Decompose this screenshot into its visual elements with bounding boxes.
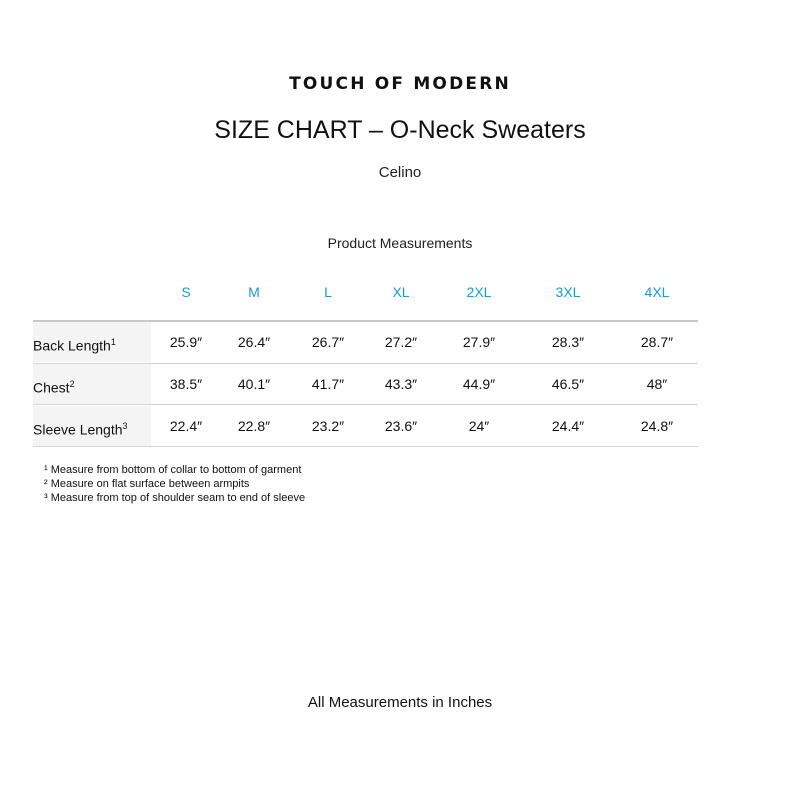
page-title: SIZE CHART – O-Neck Sweaters xyxy=(214,116,586,144)
size-header-3xl: 3XL xyxy=(555,284,581,300)
table-cell: 28.7″ xyxy=(640,334,674,350)
table-cell: 26.4″ xyxy=(237,334,271,350)
table-cell: 48″ xyxy=(646,376,668,392)
table-cell: 38.5″ xyxy=(169,376,203,392)
size-header-s: S xyxy=(181,284,191,300)
table-cell: 40.1″ xyxy=(237,376,271,392)
table-cell: 44.9″ xyxy=(462,376,496,392)
table-cell: 23.6″ xyxy=(384,418,418,434)
table-cell: 22.8″ xyxy=(237,418,271,434)
row-label-back-length: Back Length$^1$ xyxy=(33,322,151,362)
table-cell: 23.2″ xyxy=(311,418,345,434)
row-label-sleeve-length: Sleeve Length$^3$ xyxy=(33,406,151,446)
table-row-rule xyxy=(33,446,698,447)
table-cell: 25.9″ xyxy=(169,334,203,350)
table-cell: 24.4″ xyxy=(551,418,585,434)
footnote-3: ³ Measure from top of shoulder seam to end of sleeve xyxy=(44,492,306,504)
table-cell: 46.5″ xyxy=(551,376,585,392)
size-header-l: L xyxy=(324,284,332,300)
size-header-2xl: 2XL xyxy=(466,284,492,300)
table-cell: 41.7″ xyxy=(311,376,345,392)
section-title: Product Measurements xyxy=(327,235,473,251)
table-cell: 43.3″ xyxy=(384,376,418,392)
table-cell: 27.9″ xyxy=(462,334,496,350)
footnote-1: ¹ Measure from bottom of collar to bottom of garment xyxy=(44,464,302,476)
measurement-units-note: All Measurements in Inches xyxy=(307,694,493,711)
table-cell: 26.7″ xyxy=(311,334,345,350)
brand-subtitle: Celino xyxy=(378,164,422,181)
table-cell: 24.8″ xyxy=(640,418,674,434)
size-header-4xl: 4XL xyxy=(644,284,670,300)
table-cell: 28.3″ xyxy=(551,334,585,350)
row-label-chest: Chest$^2$ xyxy=(33,364,151,404)
footnote-2: ² Measure on flat surface between armpits xyxy=(44,478,250,490)
size-header-xl: XL xyxy=(392,284,410,300)
table-row-rule xyxy=(33,404,698,405)
table-cell: 22.4″ xyxy=(169,418,203,434)
table-cell: 24″ xyxy=(468,418,490,434)
size-header-m: M xyxy=(248,284,260,300)
brand-logo: TOUCH OF MODERN xyxy=(289,74,511,94)
table-cell: 27.2″ xyxy=(384,334,418,350)
